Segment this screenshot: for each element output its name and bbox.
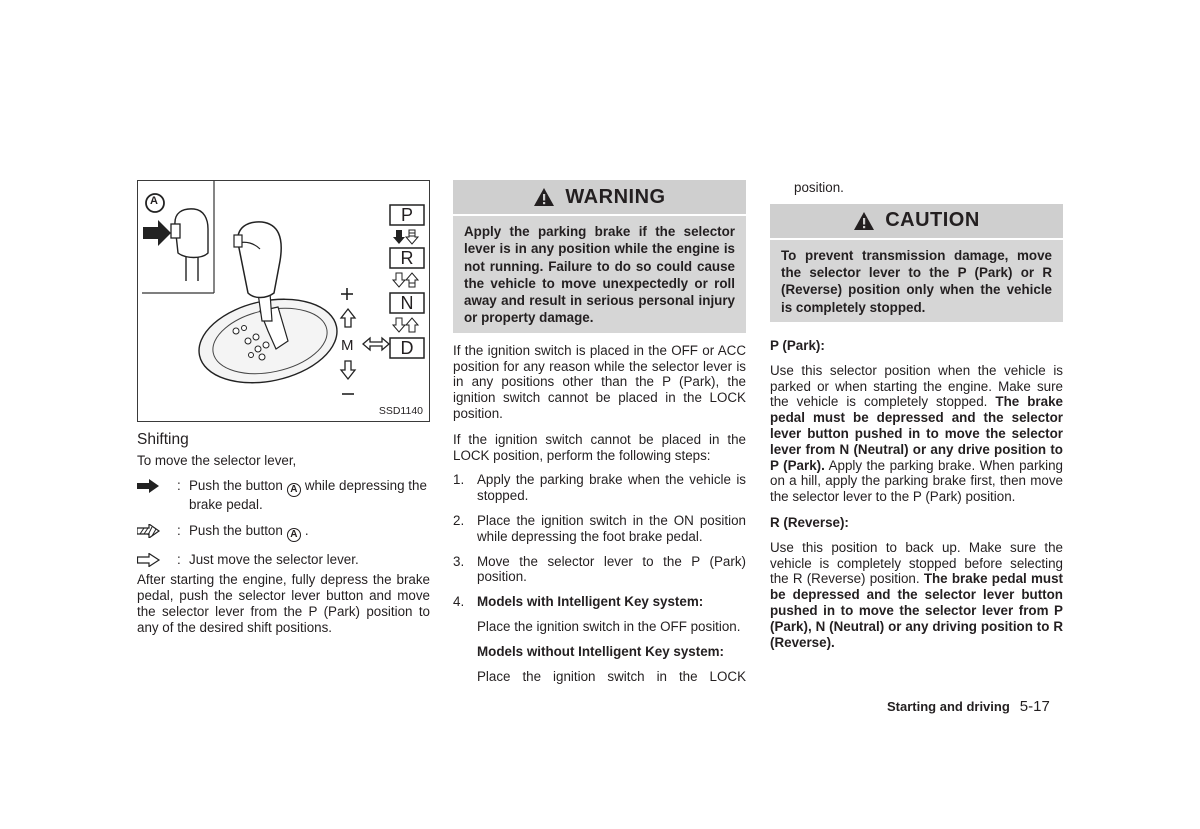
warning-title: WARNING — [565, 185, 666, 208]
figure-code: SSD1140 — [378, 405, 423, 417]
section-heading-shifting: Shifting — [137, 431, 189, 448]
solid-arrow-icon — [137, 479, 171, 493]
shift-selector-figure — [137, 180, 430, 422]
warning-header — [453, 180, 746, 214]
warning-text: Apply the parking brake if the selector lever is in any position while the engine is not running. Failure to do so could cause the vehicle to move unexpectedly or roll away and result in serious personal injury or property damage. — [453, 216, 746, 333]
park-heading: P (Park): — [770, 337, 825, 353]
reverse-heading: R (Reverse): — [770, 514, 849, 530]
ignition-paragraph-1: If the ignition switch is placed in the OFF or ACC position for any reason while the selector lever is in any positions other than the P (Park), the ignition switch cannot be placed in the LOCK position. — [453, 342, 746, 421]
left-column — [137, 431, 430, 636]
outline-arrow-icon — [137, 553, 171, 567]
after-starting-paragraph: After starting the engine, fully depress the brake pedal, push the selector lever button and move the selector lever from the P (Park) position to any of the desired shift positions. — [137, 572, 430, 635]
manual-m-label: M — [341, 337, 354, 354]
continued-text: position. — [794, 180, 844, 195]
list-item: 4. Models with Intelligent Key system: — [453, 594, 704, 610]
step4-intelligent-key: Place the ignition switch in the OFF position. — [477, 618, 741, 634]
middle-column — [453, 180, 746, 684]
warning-triangle-icon — [533, 187, 555, 207]
gate-p-label: P — [400, 205, 413, 225]
reverse-paragraph: Use this position to back up. Make sure the vehicle is completely stopped before selecting the R (Reverse) position. The brake pedal must be depressed and the selector lever button pushed in to move the selector lever from P (Park), N (Neutral) or any driving position to R (Reverse). — [770, 539, 1063, 650]
gate-n-label: N — [400, 293, 414, 313]
gate-d-label: D — [400, 338, 414, 358]
symbol-row-hatched: : Push the button A . — [137, 523, 430, 542]
ignition-paragraph-2: If the ignition switch cannot be placed in the LOCK position, perform the following steps: — [453, 431, 746, 463]
steps-list — [453, 472, 746, 610]
symbol-row-outline: : Just move the selector lever. — [137, 552, 430, 568]
hatched-arrow-icon — [137, 524, 171, 538]
selector-lever-illustration — [138, 181, 429, 421]
page-footer — [887, 698, 1050, 715]
page-number: 5-17 — [1019, 698, 1050, 715]
footer-section-title: Starting and driving — [887, 699, 1010, 714]
gate-r-label: R — [400, 248, 414, 268]
symbol-row-solid: : Push the button A while depressing the brake pedal. — [137, 478, 430, 513]
shifting-intro: To move the selector lever, — [137, 453, 297, 468]
step4-no-key-text: Place the ignition switch in the LOCK — [477, 668, 746, 684]
step4-no-key-heading: Models without Intelligent Key system: — [477, 643, 725, 659]
caution-header — [770, 204, 1063, 238]
button-a-symbol: A — [287, 483, 301, 497]
park-paragraph: Use this selector position when the vehicle is parked or when starting the engine. Make sure the vehicle is completely stopped. The brake pedal must be depressed and the selector lever button pushed in to move the selector lever from N (Neutral) or any drive position to P (Park). Apply the parking brake. When parking on a hill, apply the parking brake first, then move the selector lever to the P (Park) position. — [770, 362, 1064, 505]
list-item: 2. Place the ignition switch in the ON position while depressing the foot brake pedal. — [453, 512, 746, 544]
caution-text: To prevent transmission damage, move the selector lever to the P (Park) or R (Reverse) position only when the vehicle is completely stopped. — [770, 240, 1063, 322]
right-column — [770, 180, 1063, 650]
caution-triangle-icon — [853, 211, 875, 231]
button-a-symbol: A — [287, 528, 301, 542]
list-item: 1. Apply the parking brake when the vehicle is stopped. — [453, 472, 746, 504]
list-item: 3. Move the selector lever to the P (Park) position. — [453, 553, 746, 585]
caution-title: CAUTION — [885, 209, 980, 232]
callout-a-label: A — [150, 195, 158, 207]
